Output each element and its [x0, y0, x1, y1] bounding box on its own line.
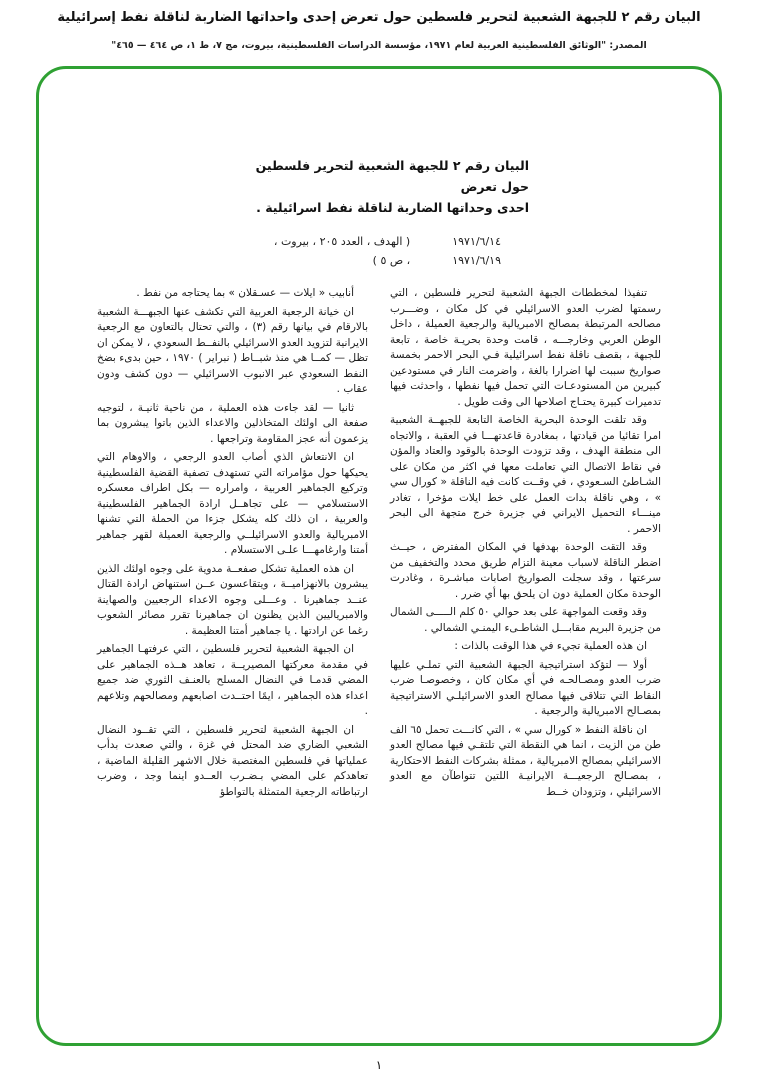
paragraph: وقد تلقت الوحدة البحرية الخاصة التابعة للجبهــة الشعبية امرا تقائيا من قيادتها ، بمغادرة قاعدتهـــا في العقبة ، والاتجاه الى منطقة الهدف ، وقد تزودت الوحدة بالوقود والعتاد والمؤن في نقاط الاتصال التي تعاملت معها في اكثر من مكان على الشـاطئ السـعودي ، في وقــت كانت فيه الناقلة « كورال سي » ، وهي ناقلة بدات العمل على خط ايلات مؤخرا ، تغادر مينـــاء التحميل الايراني في جزيرة خرج متجهة الى البحر الاحمر .: [390, 414, 661, 535]
column-right: [390, 286, 661, 803]
dateline-row-2: [97, 251, 661, 270]
document-title: [229, 155, 529, 218]
paragraph: ثانيا — لقد جاءت هذه العملية ، من ناحية ثانيـة ، لتوجيه صفعة الى اولئك المتخاذلين والاعداء الذين باتوا يبشرون بما يزعمون أنه عجز المقاومة وتراجعها .: [97, 401, 368, 445]
date-2: ١٩٧١/٦/١٩: [452, 254, 501, 267]
paragraph: أنابيب « ايلات — عسـقلان » بما يحتاجه من نفط .: [136, 287, 354, 299]
document-title-line2: احدى وحداتها الضاربة لناقلة نفط اسرائيلية .: [256, 200, 529, 215]
document-title-line1: البيان رقم ٢ للجبهة الشعبية لتحرير فلسطين حول تعرض: [255, 158, 529, 194]
dateline-block: [97, 232, 661, 270]
paragraph: تنفيذا لمخططات الجبهة الشعبية لتحرير فلسطين ، التي رسمتها لضرب العدو الاسرائيلي في كل مكان ، وضـــرب مصالحه المرتبطة بمصالح الامبريالية والرجعية العميلة ، داخل الوطن العربي وخارجـــه ، قامت وحدة بحريـة خاصة ، تابعة للجبهة ، بقصف ناقلة نفط اسرائيلية فـي البحر الاحمر بخمسة صواريخ سببت لها اضرارا بالغة ، واضرمت النار في مستودعين كبيرين من المستودعـات التي تحمل فيها نفطها ، واحدثت فيها تدميرات كبيرة يحتـاج اصلاحها الى وقت طويل .: [390, 287, 661, 408]
paragraph: ان خيانة الرجعية العربية التي تكشف عنها الجبهـــة الشعبية بالارقام في بيانها رقم (٣) ، والتي تحتال بالتعاون مع الرجعية الايرانية لتزويد العدو الاسرائيلي بالنفــط السعودي ، لا يمكن ان تظل — كمــا هي منذ شبــاط ( نبراير ) ١٩٧٠ ، حين بدىء بضخ النفط السعودي عبر الانبوب الاسرائيلي — دون كشف ودون عقاب .: [97, 305, 369, 395]
paragraph: أولا — لتؤكد استراتيجية الجبهة الشعبية التي تملـي عليها ضرب العدو ومصـالحـه في أي مكان كان ، وخصوصـا ضرب النقاط التي تتلاقى فيها مصالح العدو الاسرائيلـي الاستراتيجية بمصـالح الامبريالية والرجعية .: [390, 658, 661, 717]
dateline-row-1: [97, 232, 661, 251]
paragraph: ان الجبهة الشعبية لتحرير فلسطين ، التي تقــود النضال الشعبي الضاري ضد المحتل في غزة ، والتي صعدت بدأب عملياتها في فلسطين المغتصبة خلال الاشهر القليلة الماضية ، تعاهدكم على المضي بـضـرب العــدو اينما وجد ، وضرب ارتباطاته الرجعية المتمثلة بالتواطؤ: [97, 723, 368, 798]
paragraph: ان الجبهة الشعبية لتحرير فلسطين ، التي عرفتهـا الجماهير في مقدمة معركتها المصيريــة ، تعاهد هــذه الجماهير على المضي قدمـا في النضال المسلح بالعنـف الثوري ضد جميع اعداء هذه الجماهير ، ايمًا احتــدت اصابعهم ومصالحهم وتلاعهم .: [97, 643, 368, 717]
paragraph: وقد التقت الوحدة بهدفها في المكان المفترض ، حيــث اضطر الناقلة لاسباب معينة التزام طريق محدد والتخفيف من سرعتها ، وقد سجلت الصواريخ اصابات مباشـرة ، وغادرت الوحدة مكان العملية دون ان يلحق بها أي ضرر .: [390, 541, 661, 600]
page-number: ١: [375, 1058, 383, 1072]
page-title: البيان رقم ٢ للجبهة الشعبية لتحرير فلسطين حول تعرض إحدى واحداتها الضاربة لناقلة نفط إسرائيلية: [57, 10, 701, 25]
paragraph: وقد وقعت المواجهة على بعد حوالي ٥٠ كلم الـــــى الشمال من جزيرة البريم مقابـــل الشاطـىء اليمنـي الشمالي .: [390, 606, 661, 634]
scanned-document: [39, 69, 719, 803]
paragraph: ان هذه العملية تشكل صفعــة مدوية على وجوه اولئك الذين يبشرون بالانهزاميــة ، ويتقاعسون عــن استنهاض ارادة القتال عنــد جماهيرنا . وعـــلى وجوه الاعداء الرجعيين والصهاينة والامبرياليين الذين يظنون ان جماهيرنا تقرر مصائر الشعوب رغما عن ارادتها . يا جماهير أمتنا العظيمة .: [97, 562, 368, 637]
paragraph: ان ناقلة النفط « كورال سي » ، التي كانـــت تحمل ٦٥ الف طن من الزيت ، انما هي النقطة التي تلتقـي فيها مصالح العدو الاسرائيلي بمصالح الامبريالية ، ممثلة بشركات النفط الاحتكارية ، بمصـالح الرجعيـــة الايرانيـة اللتين تتواطآن مع العدو الاسرائيلي ، وتزودان خــط: [390, 723, 661, 798]
paragraph: ان الانتعاش الذي أصاب العدو الرجعي ، والاوهام التي يحيكها حول مؤامراته التي تستهدف تصفية القضية الفلسطينية وتركيع الجماهير العربية ، وامراره — بكل اطراف معسكره الاستسلامي — على تجاهــل ارادة الجماهير الفلسطينية والعربية ، ان ذلك كله يشكل جزءا من الحملة التي تشنها الامبريالية والعدو الاسرائيلــي والرجعية العميلة لقهر جماهير أمتنا وارغامهـــا علـى الاستسلام .: [97, 451, 368, 556]
paragraph: ان هذه العملية تجيء في هذا الوقت بالذات :: [454, 640, 647, 652]
document-frame: [36, 66, 722, 1046]
source-citation: المصدر: "الوثائق الفلسطينية العربية لعام ١٩٧١، مؤسسة الدراسات الفلسطينية، بيروت، مج ٧، ط ١، ص ٤٦٤ — ٤٦٥": [111, 40, 647, 51]
date-1: ١٩٧١/٦/١٤: [452, 235, 501, 248]
reference-2: ، ص ٥ ): [372, 254, 411, 267]
column-left: [97, 286, 368, 803]
reference-1: ( الهدف ، العدد ٢٠٥ ، بيروت ،: [273, 235, 411, 248]
text-columns: [97, 286, 661, 803]
